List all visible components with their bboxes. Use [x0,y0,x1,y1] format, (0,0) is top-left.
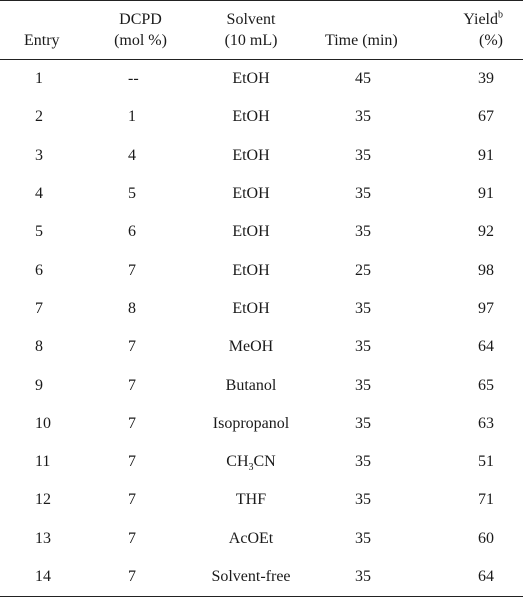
cell-dcpd: 7 [128,414,136,432]
cell-solvent: EtOH [232,299,270,317]
cell-dcpd: 1 [128,108,136,126]
cell-solvent: EtOH [232,108,270,126]
header-entry [0,1,92,60]
cell-solvent: Solvent-free [211,568,291,585]
cell-time: 35 [355,376,371,394]
cell-time: 35 [355,453,371,471]
cell-solvent-formula-tail: CN [253,453,276,471]
cell-entry: 10 [35,414,51,432]
cell-yield: 91 [478,185,494,203]
cell-dcpd: 5 [128,185,136,203]
cell-solvent: Isopropanol [212,414,290,432]
cell-yield: 60 [478,529,494,547]
cell-dcpd: 7 [128,338,136,356]
cell-solvent: EtOH [232,261,270,279]
header-dcpd [92,1,189,60]
cell-yield: 91 [478,146,494,164]
cell-yield: 97 [478,299,494,317]
table-row [0,443,523,481]
table-row [0,366,523,404]
cell-yield: 63 [478,414,494,432]
cell-dcpd: 7 [128,529,136,547]
cell-entry: 6 [35,261,43,279]
cell-yield: 98 [478,261,494,279]
header-solvent [189,1,313,60]
cell-time: 35 [355,299,371,317]
cell-entry: 11 [35,453,51,471]
cell-solvent-formula-main: CH [226,453,249,471]
header-dcpd-line2: (mol %) [114,32,167,49]
cell-time: 35 [355,529,371,547]
cell-solvent: EtOH [232,185,270,203]
table-row [0,520,523,558]
table-row [0,251,523,289]
header-yield-text: Yield [463,11,498,28]
cell-entry: 2 [35,108,43,126]
cell-entry: 12 [35,491,51,509]
cell-solvent: Butanol [225,376,277,394]
cell-time: 45 [355,70,371,88]
cell-yield: 64 [478,568,494,585]
cell-yield: 51 [478,453,494,471]
cell-solvent-formula-subscript: 3 [248,462,254,474]
header-solvent-line2: (10 mL) [224,32,278,49]
header-yield-line1 [421,9,503,30]
cell-dcpd: -- [128,70,139,88]
header-time-label: Time (min) [325,32,398,49]
table-row [0,481,523,519]
cell-yield: 92 [478,223,494,241]
cell-entry: 14 [35,568,51,585]
cell-dcpd: 7 [128,261,136,279]
cell-time: 35 [355,223,371,241]
cell-yield: 64 [478,338,494,356]
cell-yield: 67 [478,108,494,126]
cell-time: 25 [355,261,371,279]
header-dcpd-line1: DCPD [119,11,162,28]
header-yield [421,1,523,60]
cell-dcpd: 6 [128,223,136,241]
cell-solvent: THF [235,491,267,509]
cell-solvent: EtOH [232,70,270,88]
header-entry-label: Entry [24,32,60,49]
cell-yield: 71 [478,491,494,509]
header-time [313,1,421,60]
cell-time: 35 [355,491,371,509]
cell-entry: 4 [35,185,43,203]
cell-dcpd: 8 [128,299,136,317]
cell-yield: 65 [478,376,494,394]
cell-yield: 39 [478,70,494,88]
table-row [0,290,523,328]
cell-dcpd: 7 [128,453,136,471]
cell-time: 35 [355,185,371,203]
cell-entry: 3 [35,146,43,164]
cell-time: 35 [355,108,371,126]
cell-entry: 5 [35,223,43,241]
table-row [0,137,523,175]
cell-time: 35 [355,414,371,432]
cell-solvent: EtOH [232,223,270,241]
cell-entry: 8 [35,338,43,356]
cell-dcpd: 7 [128,568,136,585]
cell-entry: 13 [35,529,51,547]
cell-time: 35 [355,568,371,585]
table-row [0,98,523,136]
header-yield-footnote: b [498,9,503,21]
cell-solvent: EtOH [232,146,270,164]
table-row [0,405,523,443]
cell-dcpd: 7 [128,491,136,509]
cell-entry: 7 [35,299,43,317]
cell-time: 35 [355,146,371,164]
cell-entry: 9 [35,376,43,394]
table-row [0,213,523,251]
table-row [0,175,523,213]
table-row [0,60,523,99]
table-row [0,328,523,366]
cell-entry: 1 [35,70,43,88]
cell-solvent: MeOH [228,338,274,356]
cell-dcpd: 7 [128,376,136,394]
table-row [0,558,523,597]
cell-dcpd: 4 [128,146,136,164]
table-body [0,60,523,597]
header-solvent-line1: Solvent [226,11,276,28]
cell-solvent: AcOEt [228,529,274,547]
table-header-row [0,1,523,60]
cell-time: 35 [355,338,371,356]
cell-solvent [189,443,313,481]
header-yield-line2: (%) [479,32,503,49]
